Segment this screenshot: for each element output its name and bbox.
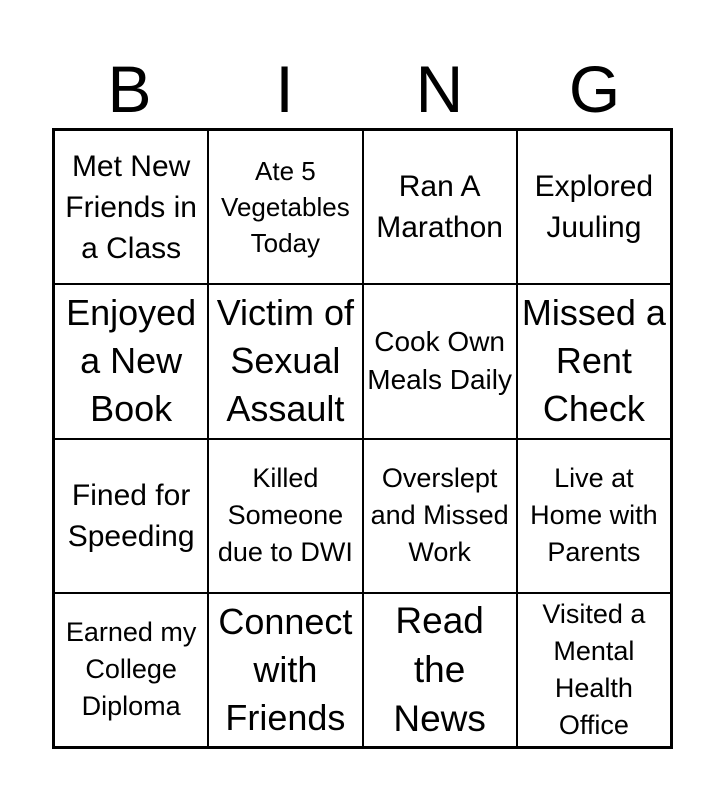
- cell-text: Read the News: [393, 600, 486, 740]
- bingo-cell[interactable]: [208, 130, 362, 284]
- cell-text: Fined for Speeding: [67, 478, 195, 553]
- cell-text: Live at Home with Parents: [530, 463, 658, 568]
- bingo-board: [52, 128, 673, 749]
- cell-text: Killed Someone due to DWI: [217, 463, 353, 568]
- cell-text: Victim of Sexual Assault: [216, 292, 355, 430]
- bingo-cell[interactable]: [517, 284, 671, 438]
- bingo-cell[interactable]: [363, 130, 517, 284]
- cell-text: Explored Juuling: [534, 170, 654, 245]
- bingo-cell[interactable]: [363, 593, 517, 747]
- bingo-cell[interactable]: [363, 439, 517, 593]
- bingo-cell[interactable]: [517, 130, 671, 284]
- cell-text: Visited a Mental Health Office: [542, 598, 646, 740]
- cell-text: Enjoyed a New Book: [66, 292, 197, 430]
- cell-text: Overslept and Missed Work: [370, 463, 509, 568]
- header-letter-n: N: [415, 52, 464, 126]
- bingo-cell[interactable]: [517, 593, 671, 747]
- bingo-cell[interactable]: [54, 439, 208, 593]
- header-letter-b: B: [107, 52, 152, 126]
- cell-text: Missed a Rent Check: [521, 292, 666, 430]
- bingo-cell[interactable]: [363, 284, 517, 438]
- bingo-header: [52, 48, 672, 130]
- bingo-cell[interactable]: [208, 284, 362, 438]
- header-letter-g: G: [568, 52, 621, 126]
- bingo-cell[interactable]: [54, 130, 208, 284]
- cell-text: Ran A Marathon: [376, 170, 503, 245]
- bingo-cell[interactable]: [208, 439, 362, 593]
- bingo-cell[interactable]: [54, 593, 208, 747]
- cell-text: Ate 5 Vegetables Today: [221, 156, 350, 259]
- cell-text: Connect with Friends: [218, 600, 353, 738]
- cell-text: Earned my College Diploma: [65, 617, 197, 722]
- cell-text: Cook Own Meals Daily: [367, 326, 512, 396]
- bingo-cell[interactable]: [54, 284, 208, 438]
- header-letter-i: I: [275, 52, 294, 126]
- bingo-cell[interactable]: [517, 439, 671, 593]
- cell-text: Met New Friends in a Class: [65, 149, 197, 265]
- bingo-cell[interactable]: [208, 593, 362, 747]
